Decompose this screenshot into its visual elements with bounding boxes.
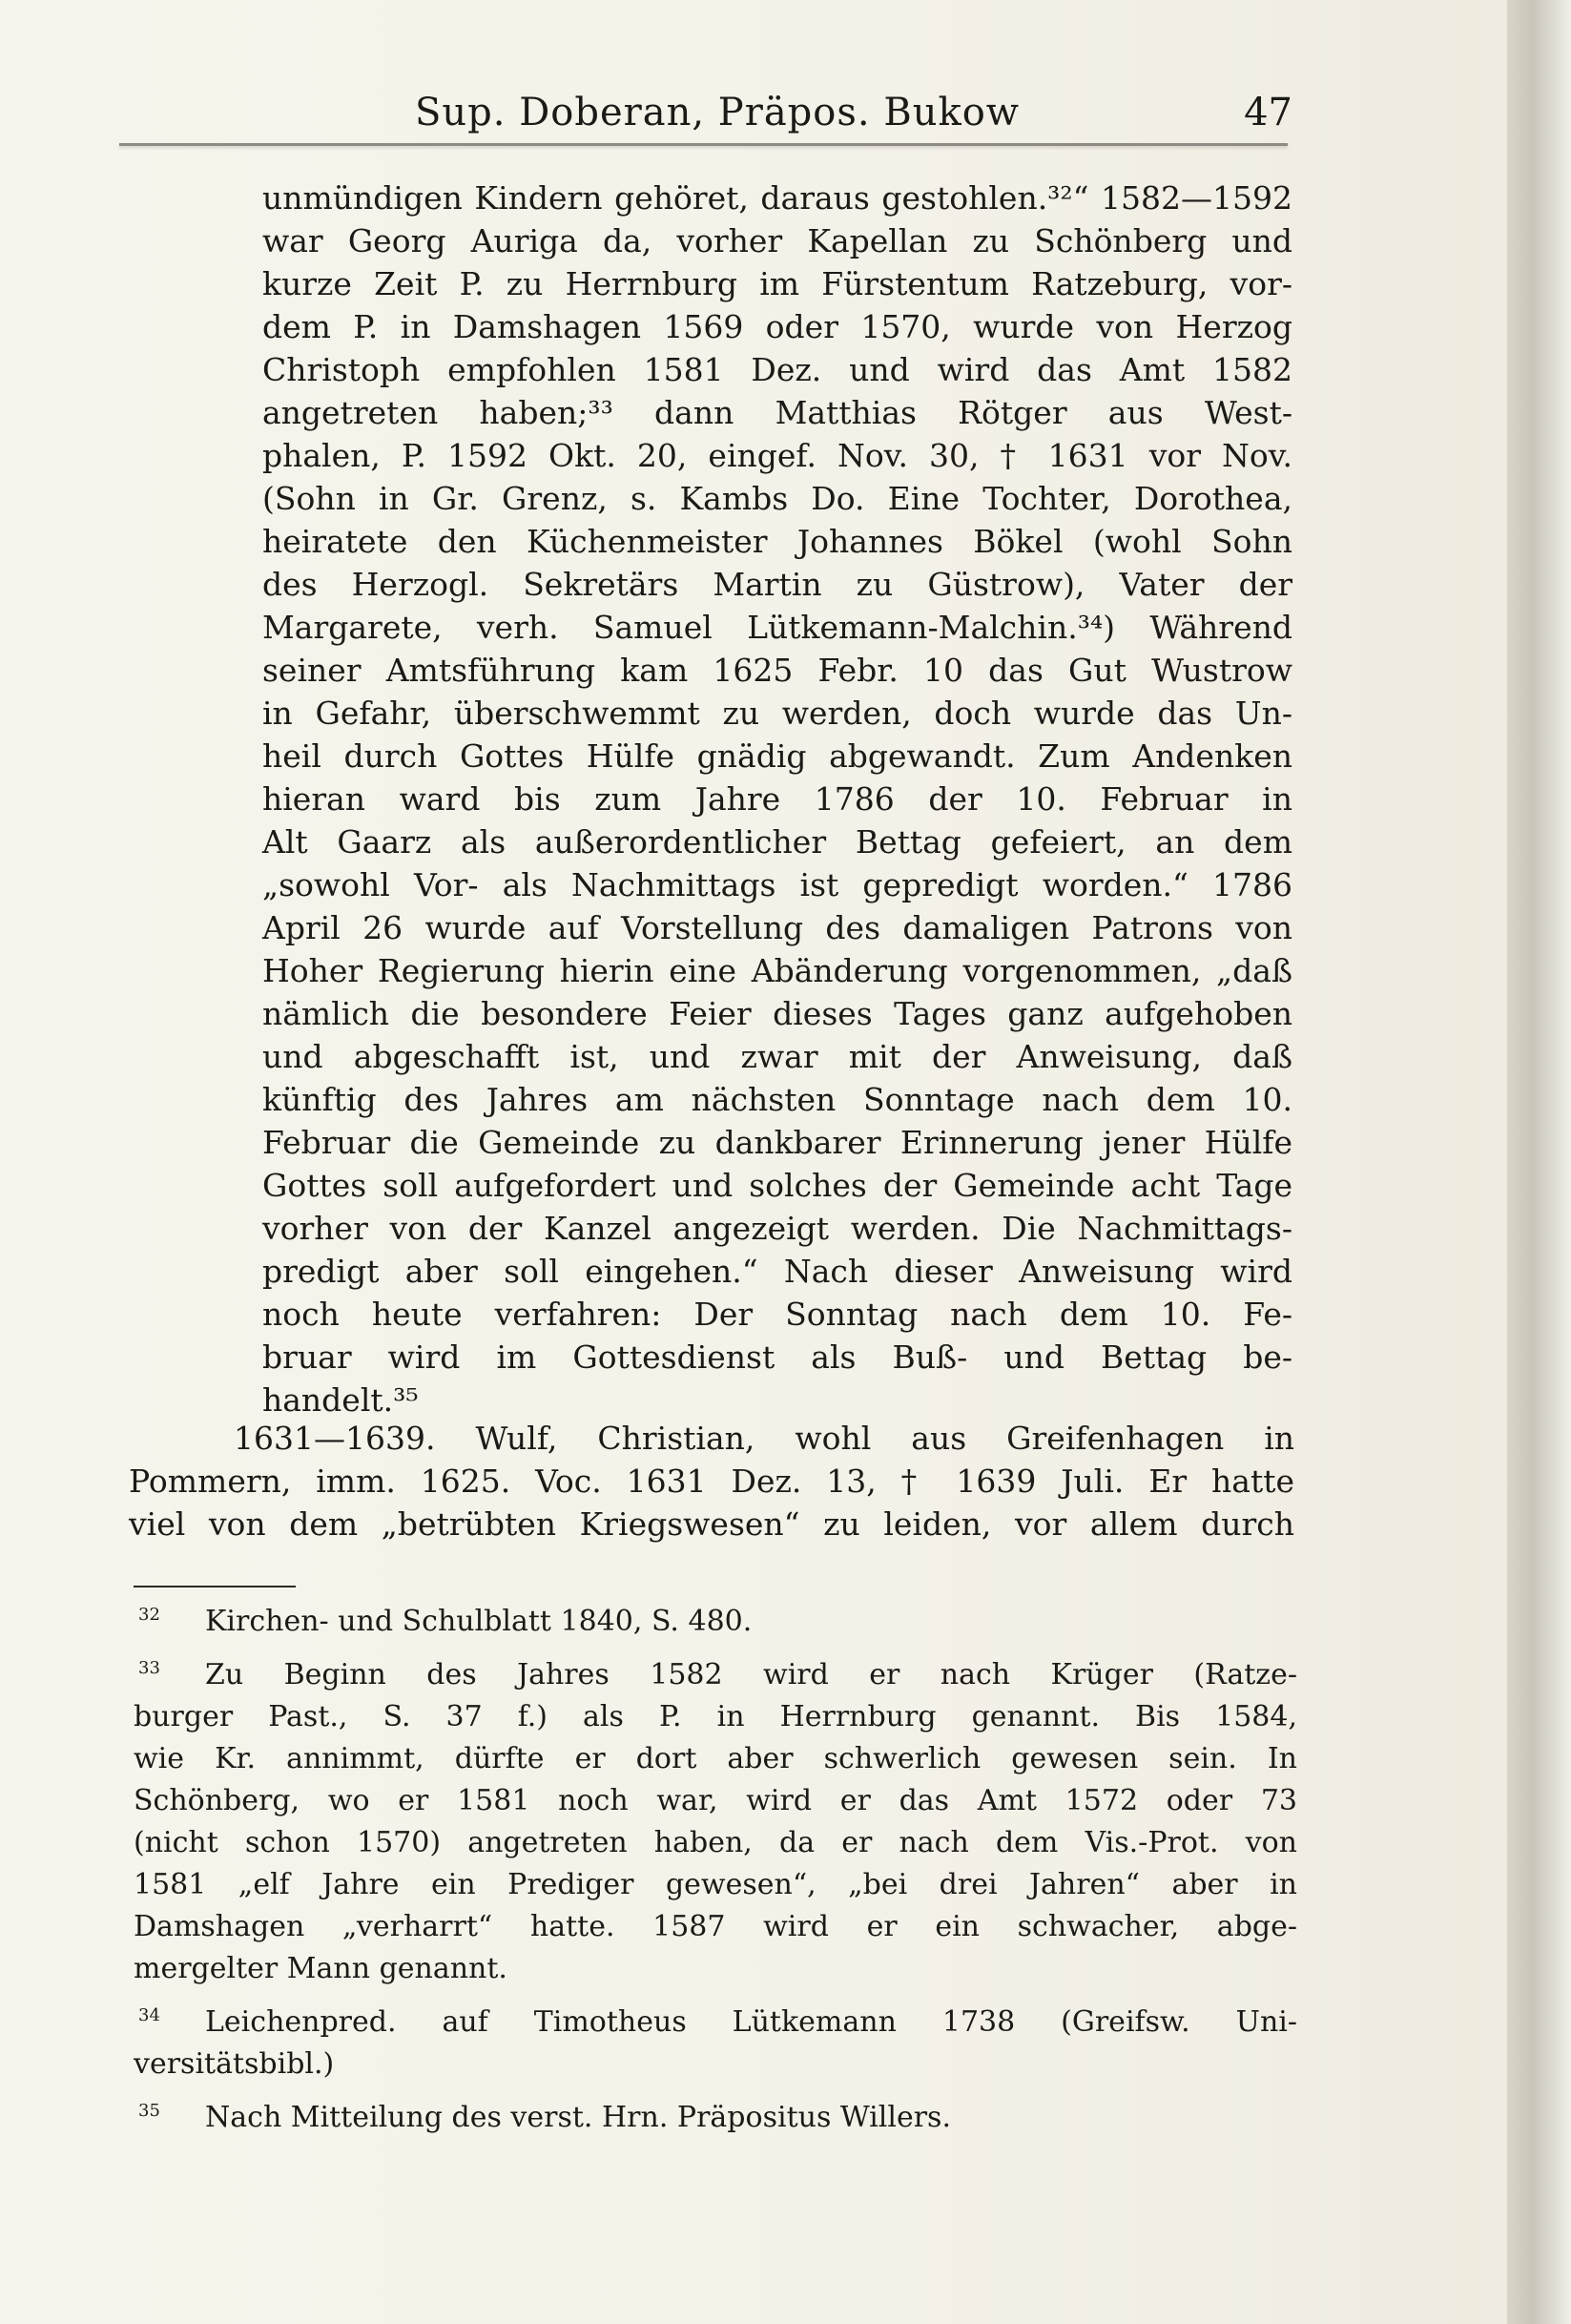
- text-line: angetreten haben;³³ dann Matthias Rötger aus West-: [262, 394, 1292, 431]
- text-line: und abgeschafft ist, und zwar mit der Anweisung, daß: [262, 1038, 1292, 1075]
- text-line: handelt.³⁵: [262, 1381, 419, 1419]
- footnote-text: wie Kr. annimmt, dürfte er dort aber schwerlich gewesen sein. In: [134, 1742, 1297, 1775]
- footnote-text: versitätsbibl.): [134, 2047, 335, 2081]
- text-line: bruar wird im Gottesdienst als Buß- und Bettag be-: [262, 1338, 1292, 1376]
- page-edge: [1507, 0, 1571, 2324]
- page-header: [119, 91, 1292, 148]
- text-line: in Gefahr, überschwemmt zu werden, doch wurde das Un-: [262, 695, 1292, 732]
- footnote-text: Zu Beginn des Jahres 1582 wird er nach Krüger (Ratze-: [205, 1658, 1297, 1691]
- footnote-rule: [134, 1586, 296, 1587]
- text-line: Christoph empfohlen 1581 Dez. und wird das Amt 1582: [262, 351, 1292, 388]
- text-line: vorher von der Kanzel angezeigt werden. Die Nachmittags-: [262, 1210, 1292, 1247]
- text-line: war Georg Auriga da, vorher Kapellan zu Schönberg und: [262, 222, 1292, 259]
- text-line: Hoher Regierung hierin eine Abänderung vorgenommen, „daß: [262, 952, 1292, 989]
- text-line: seiner Amtsführung kam 1625 Febr. 10 das Gut Wustrow: [262, 652, 1292, 689]
- running-head: Sup. Doberan, Präpos. Bukow: [415, 91, 1021, 135]
- footnote-text: Damshagen „verharrt“ hatte. 1587 wird er ein schwacher, abge-: [134, 1910, 1297, 1943]
- footnote-number: 34: [138, 2005, 160, 2025]
- footnote-number: 32: [138, 1605, 160, 1625]
- text-line: nämlich die besondere Feier dieses Tages ganz aufgehoben: [262, 995, 1292, 1032]
- text-line: heiratete den Küchenmeister Johannes Bökel (wohl Sohn: [262, 523, 1292, 560]
- footnote-text: 1581 „elf Jahre ein Prediger gewesen“, „bei drei Jahren“ aber in: [134, 1868, 1297, 1901]
- footnote-text: Kirchen- und Schulblatt 1840, S. 480.: [205, 1605, 753, 1638]
- footnote-35: [134, 2097, 1297, 2139]
- footnote-number: 35: [138, 2101, 160, 2121]
- page-number: 47: [1244, 91, 1292, 135]
- text-line: viel von dem „betrübten Kriegswesen“ zu leiden, vor allem durch: [129, 1505, 1294, 1543]
- text-line: Pommern, imm. 1625. Voc. 1631 Dez. 13, † 1639 Juli. Er hatte: [129, 1463, 1294, 1500]
- footnote-33: [134, 1654, 1297, 1990]
- footnote-text: (nicht schon 1570) angetreten haben, da er nach dem Vis.-Prot. von: [134, 1826, 1297, 1859]
- text-line: unmündigen Kindern gehöret, daraus gestohlen.³²“ 1582—1592: [262, 179, 1292, 217]
- text-line: Alt Gaarz als außerordentlicher Bettag gefeiert, an dem: [262, 823, 1292, 861]
- text-line: noch heute verfahren: Der Sonntag nach dem 10. Fe-: [262, 1296, 1292, 1333]
- footnotes: [134, 1601, 1297, 2150]
- footnote-32: [134, 1601, 1297, 1643]
- text-line: kurze Zeit P. zu Herrnburg im Fürstentum Ratzeburg, vor-: [262, 265, 1292, 302]
- footnote-34: [134, 2002, 1297, 2085]
- text-line: Margarete, verh. Samuel Lütkemann-Malchin.³⁴) Während: [262, 609, 1292, 646]
- text-line: predigt aber soll eingehen.“ Nach dieser Anweisung wird: [262, 1253, 1292, 1290]
- entry-paragraph: [129, 1417, 1294, 1546]
- text-line: des Herzogl. Sekretärs Martin zu Güstrow), Vater der: [262, 566, 1292, 603]
- text-line: April 26 wurde auf Vorstellung des damaligen Patrons von: [262, 909, 1292, 946]
- footnote-number: 33: [138, 1658, 160, 1678]
- footnote-text: Leichenpred. auf Timotheus Lütkemann 1738 (Greifsw. Uni-: [205, 2005, 1297, 2039]
- text-line: Februar die Gemeinde zu dankbarer Erinnerung jener Hülfe: [262, 1124, 1292, 1161]
- main-paragraph: [262, 176, 1292, 1421]
- footnote-text: Nach Mitteilung des verst. Hrn. Präpositus Willers.: [205, 2101, 951, 2134]
- text-line: „sowohl Vor- als Nachmittags ist gepredigt worden.“ 1786: [262, 866, 1292, 903]
- text-line: hieran ward bis zum Jahre 1786 der 10. Februar in: [262, 780, 1292, 818]
- text-line: Gottes soll aufgefordert und solches der Gemeinde acht Tage: [262, 1167, 1292, 1204]
- text-line: phalen, P. 1592 Okt. 20, eingef. Nov. 30, † 1631 vor Nov.: [262, 437, 1292, 474]
- footnote-text: mergelter Mann genannt.: [134, 1952, 507, 1985]
- text-line: heil durch Gottes Hülfe gnädig abgewandt. Zum Andenken: [262, 737, 1292, 775]
- text-line: (Sohn in Gr. Grenz, s. Kambs Do. Eine Tochter, Dorothea,: [262, 480, 1292, 517]
- text-line: 1631—1639. Wulf, Christian, wohl aus Greifenhagen in: [234, 1420, 1294, 1457]
- text-line: künftig des Jahres am nächsten Sonntage nach dem 10.: [262, 1081, 1292, 1118]
- text-line: dem P. in Damshagen 1569 oder 1570, wurde von Herzog: [262, 308, 1292, 345]
- header-rule: [119, 143, 1288, 146]
- footnote-text: burger Past., S. 37 f.) als P. in Herrnburg genannt. Bis 1584,: [134, 1700, 1297, 1733]
- footnote-text: Schönberg, wo er 1581 noch war, wird er das Amt 1572 oder 73: [134, 1784, 1297, 1817]
